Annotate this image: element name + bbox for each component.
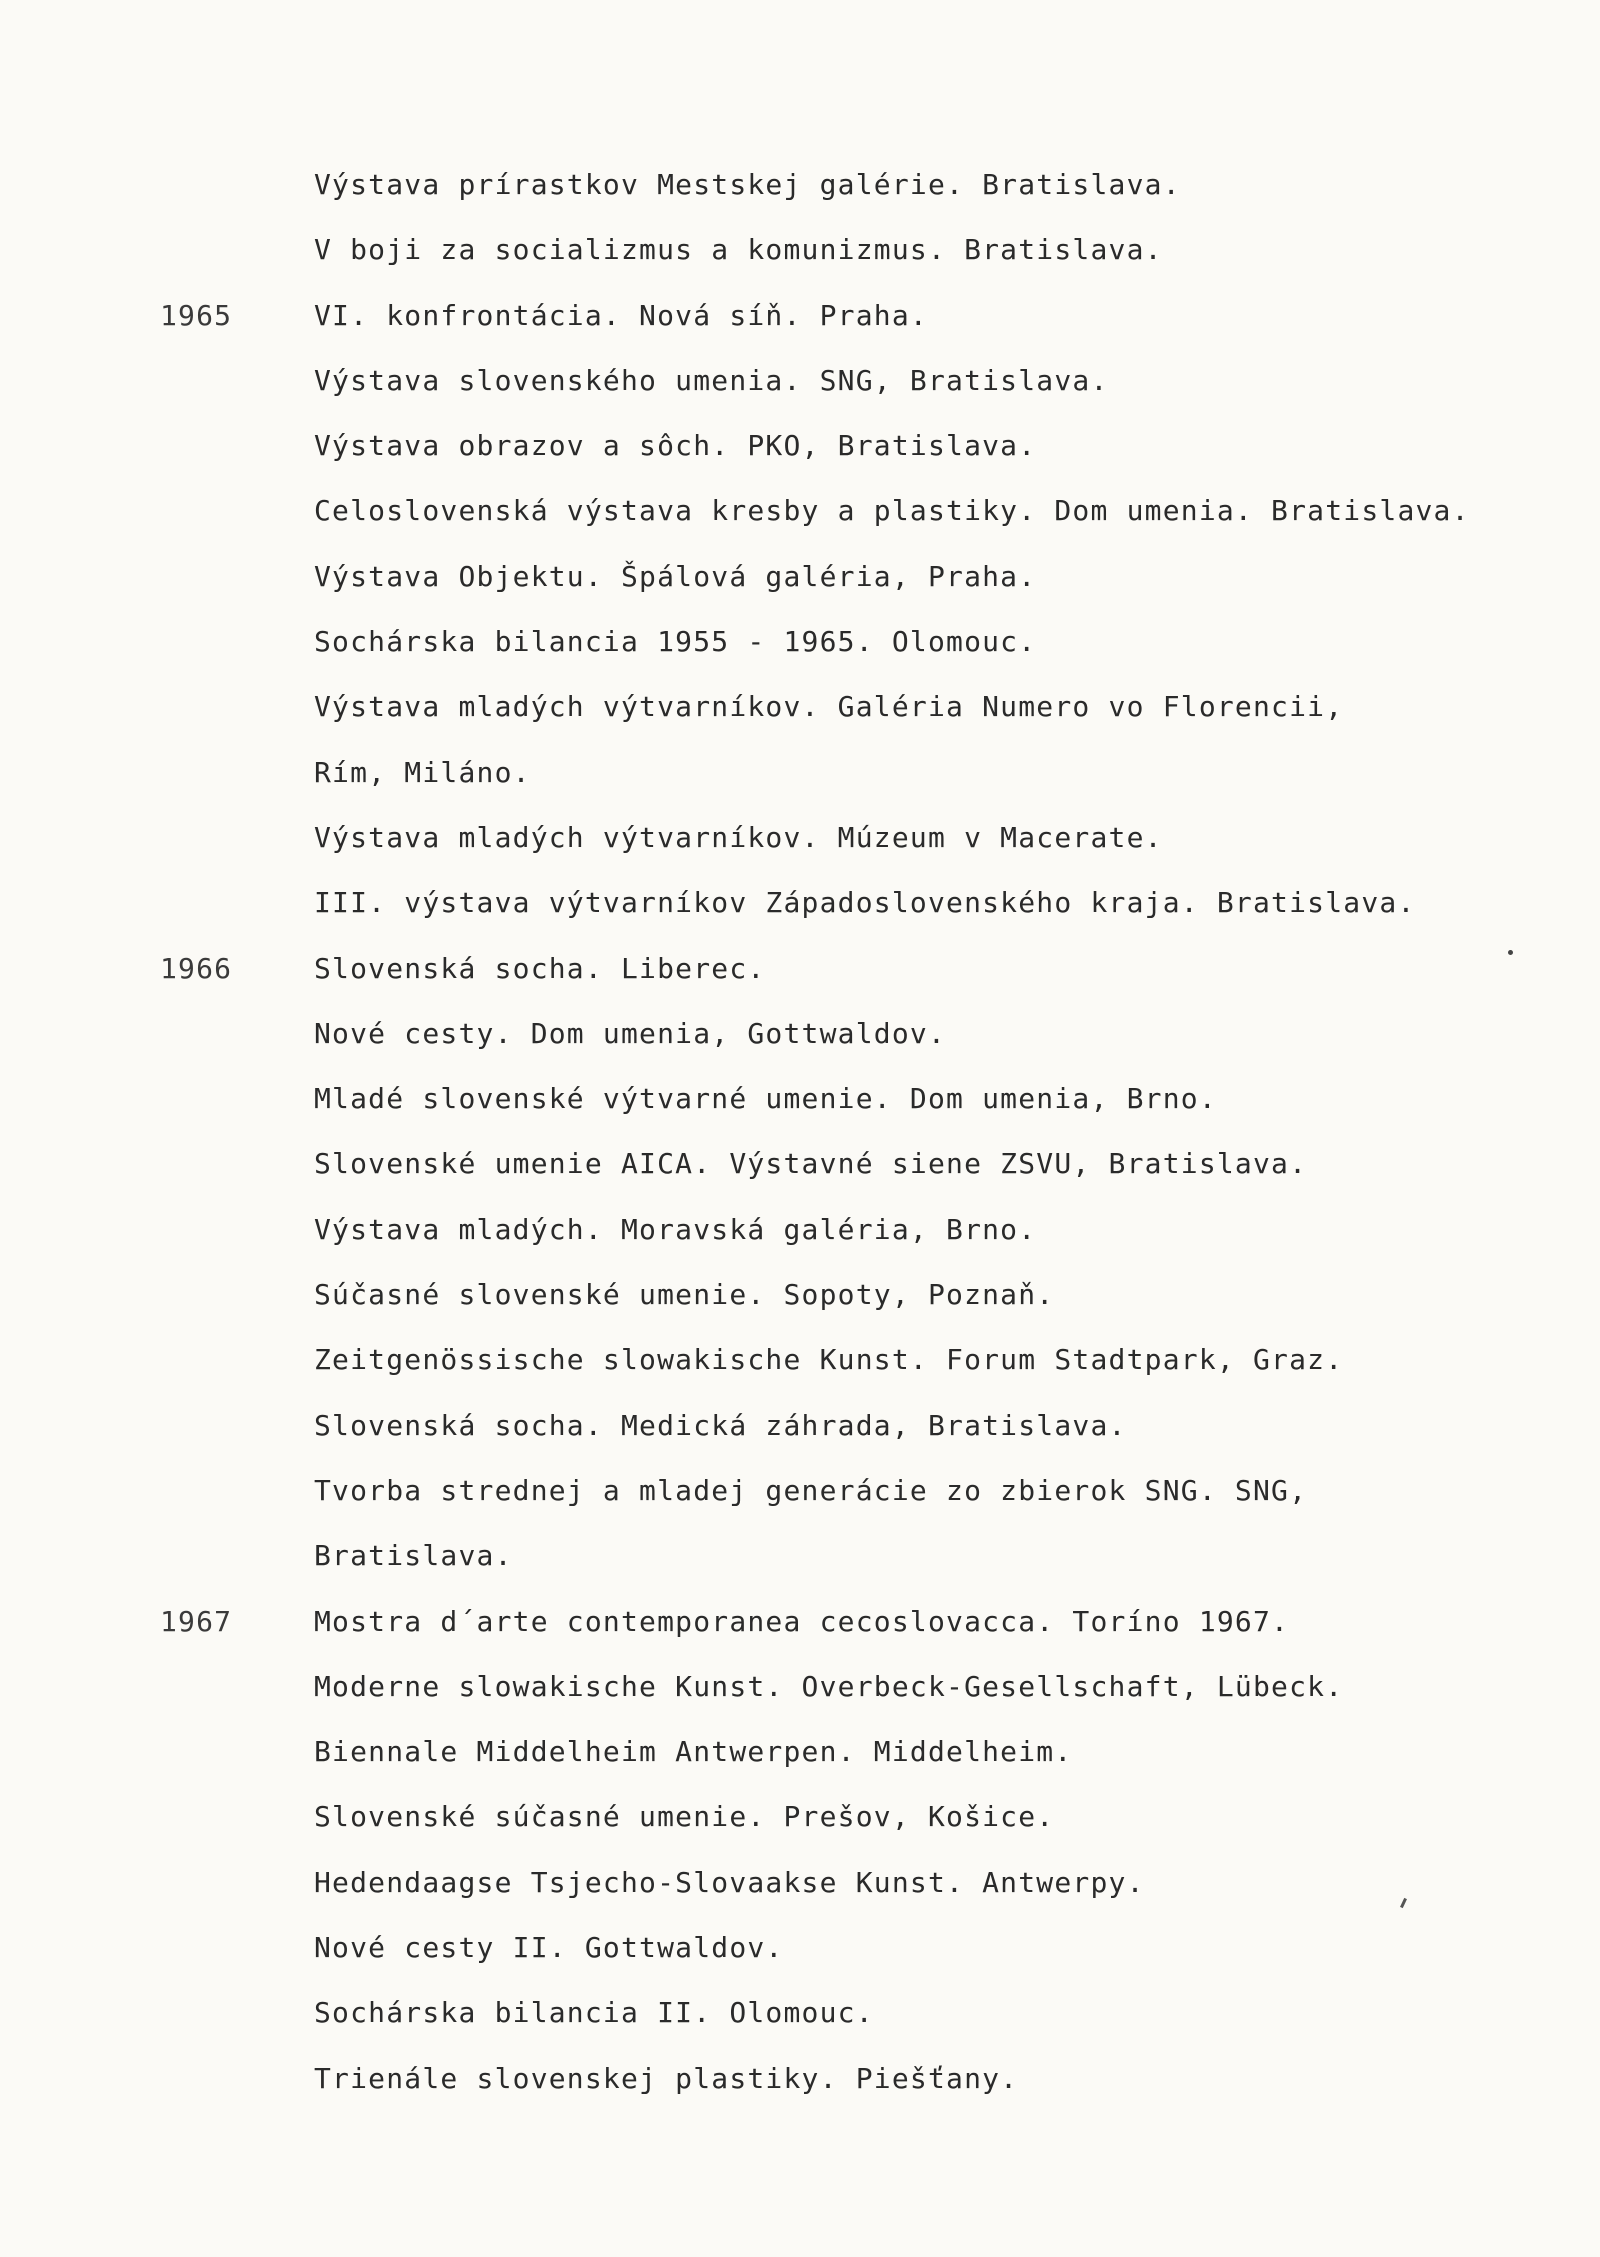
- list-item: [0, 609, 1600, 674]
- list-item: [0, 217, 1600, 282]
- list-item: [0, 1262, 1600, 1327]
- list-item: [0, 1719, 1600, 1784]
- exhibition-text: Slovenská socha. Medická záhrada, Bratislava.: [314, 1408, 1127, 1442]
- exhibition-text: Biennale Middelheim Antwerpen. Middelheim.: [314, 1735, 1073, 1769]
- paper-speck: [1508, 950, 1513, 955]
- exhibition-text: Výstava prírastkov Mestskej galérie. Bratislava.: [314, 168, 1181, 201]
- exhibition-list: [0, 152, 1600, 2111]
- list-item: [0, 1915, 1600, 1980]
- exhibition-text: Slovenská socha. Liberec.: [314, 951, 766, 985]
- list-item: [0, 1393, 1600, 1458]
- list-item: [0, 1327, 1600, 1392]
- list-item: [0, 283, 1600, 348]
- list-item: [0, 740, 1600, 805]
- exhibition-text: Nové cesty II. Gottwaldov.: [314, 1931, 784, 1965]
- year-label: 1965: [160, 298, 233, 332]
- list-item: [0, 1980, 1600, 2045]
- exhibition-text: Výstava Objektu. Špálová galéria, Praha.: [314, 559, 1037, 593]
- exhibition-text: Výstava mladých. Moravská galéria, Brno.: [314, 1212, 1037, 1246]
- exhibition-text: Výstava mladých výtvarníkov. Galéria Numero vo Florencii,: [314, 690, 1344, 724]
- list-item: [0, 1066, 1600, 1131]
- list-item: [0, 152, 1600, 217]
- exhibition-text: Slovenské súčasné umenie. Prešov, Košice.: [314, 1800, 1055, 1834]
- exhibition-text: Nové cesty. Dom umenia, Gottwaldov.: [314, 1016, 947, 1050]
- exhibition-text: Trienále slovenskej plastiky. Piešťany.: [314, 2061, 1019, 2095]
- list-item: [0, 805, 1600, 870]
- list-item: [0, 544, 1600, 609]
- list-item: [0, 1001, 1600, 1066]
- list-item: [0, 1654, 1600, 1719]
- exhibition-text: Výstava mladých výtvarníkov. Múzeum v Macerate.: [314, 820, 1163, 854]
- list-item: [0, 2046, 1600, 2111]
- list-item: [0, 1523, 1600, 1588]
- list-item: [0, 870, 1600, 935]
- exhibition-text: Rím, Miláno.: [314, 755, 531, 789]
- exhibition-text: Výstava slovenského umenia. SNG, Bratislava.: [314, 363, 1109, 397]
- list-item: [0, 1850, 1600, 1915]
- list-item: [0, 478, 1600, 543]
- list-item: [0, 1131, 1600, 1196]
- exhibition-text: V boji za socializmus a komunizmus. Bratislava.: [314, 233, 1163, 267]
- year-label: 1967: [160, 1604, 233, 1638]
- exhibition-text: Bratislava.: [314, 1539, 513, 1573]
- list-item: [0, 348, 1600, 413]
- exhibition-text: Mostra d´arte contemporanea cecoslovacca. Toríno 1967.: [314, 1604, 1290, 1638]
- exhibition-text: Súčasné slovenské umenie. Sopoty, Poznaň.: [314, 1278, 1055, 1312]
- exhibition-text: Tvorba strednej a mladej generácie zo zbierok SNG. SNG,: [314, 1473, 1308, 1507]
- list-item: [0, 674, 1600, 739]
- list-item: [0, 1784, 1600, 1849]
- year-label: 1966: [160, 951, 233, 985]
- list-item: [0, 1589, 1600, 1654]
- exhibition-text: Celoslovenská výstava kresby a plastiky. Dom umenia. Bratislava.: [314, 494, 1470, 528]
- exhibition-text: Sochárska bilancia 1955 - 1965. Olomouc.: [314, 625, 1037, 659]
- exhibition-text: Zeitgenössische slowakische Kunst. Forum Stadtpark, Graz.: [314, 1343, 1344, 1377]
- list-item: [0, 1197, 1600, 1262]
- exhibition-text: VI. konfrontácia. Nová síň. Praha.: [314, 298, 928, 332]
- exhibition-text: Moderne slowakische Kunst. Overbeck-Gesellschaft, Lübeck.: [314, 1669, 1344, 1703]
- exhibition-text: Hedendaagse Tsjecho-Slovaakse Kunst. Antwerpy.: [314, 1865, 1145, 1899]
- exhibition-text: Sochárska bilancia II. Olomouc.: [314, 1996, 874, 2030]
- exhibition-text: Výstava obrazov a sôch. PKO, Bratislava.: [314, 429, 1037, 463]
- list-item: [0, 1458, 1600, 1523]
- exhibition-text: Mladé slovenské výtvarné umenie. Dom umenia, Brno.: [314, 1082, 1217, 1116]
- exhibition-text: III. výstava výtvarníkov Západoslovenského kraja. Bratislava.: [314, 886, 1416, 920]
- exhibition-text: Slovenské umenie AICA. Výstavné siene ZSVU, Bratislava.: [314, 1147, 1308, 1181]
- list-item: [0, 936, 1600, 1001]
- list-item: [0, 413, 1600, 478]
